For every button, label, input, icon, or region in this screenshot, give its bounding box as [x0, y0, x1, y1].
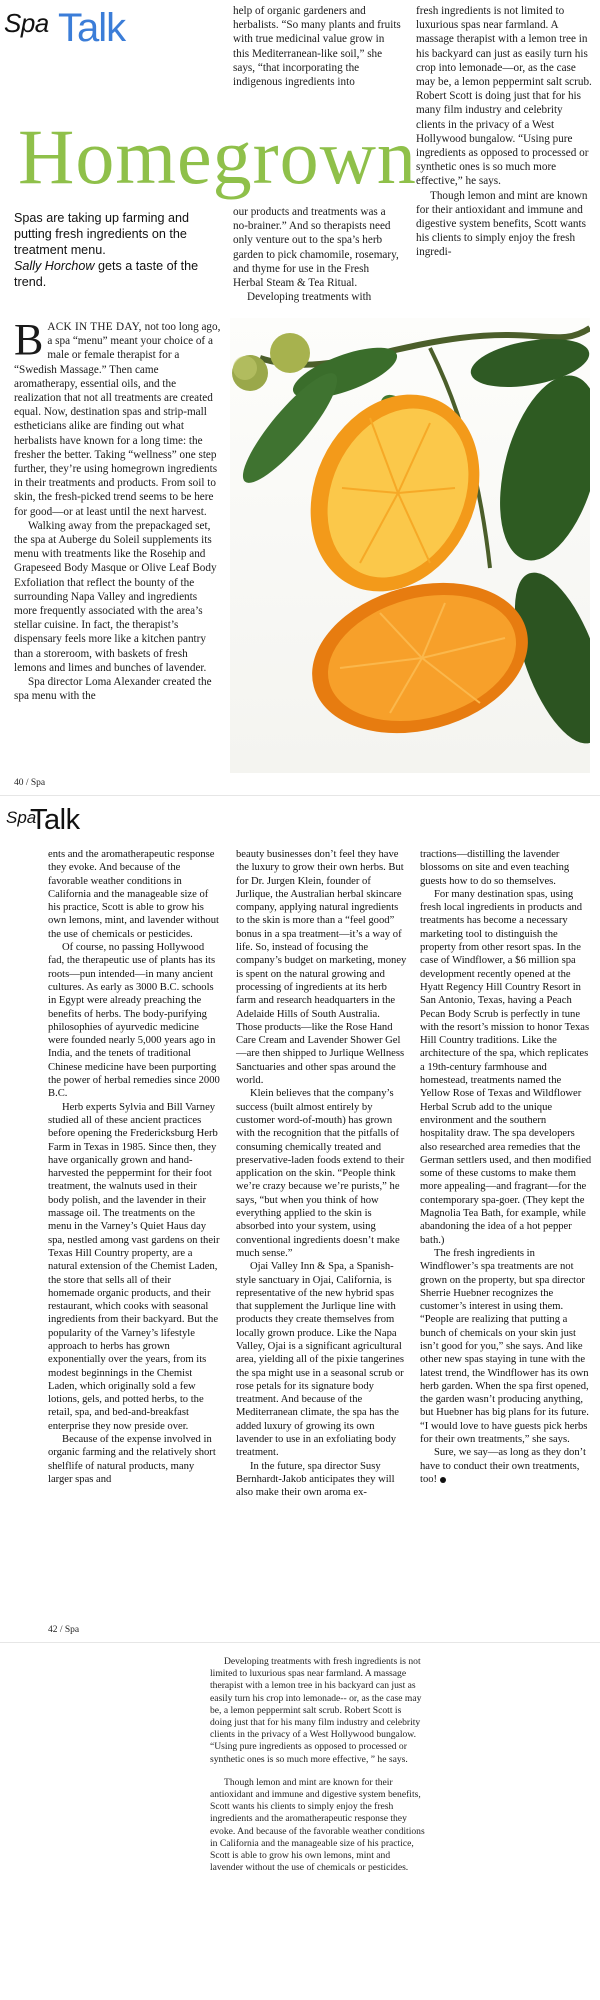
- dek-text: Spas are taking up farming and putting fresh ingredients on the treatment menu.: [14, 211, 190, 257]
- lemon-orange-photo: [230, 318, 590, 773]
- paragraph-text: not too long ago, a spa “menu” meant your choice of a male or female therapist for a “Swedish Massage.” Then came aromatherapy, essential oils, and the realization that not all treatments are created equal. Now, destination spas and strip-mall estheticians alike are finding out what herbalists have known for a long time: the fresher the better. Taking “wellness” one step further, they’re using homegrown ingredients in their treatments and products. From soil to skin, the fresh-picked trend seems to be here for good—or at least until the next harvest.: [14, 321, 221, 518]
- manuscript-text-block: [210, 1656, 425, 1874]
- paragraph-lead: [14, 315, 222, 519]
- drop-cap: B: [14, 315, 44, 364]
- column-top-right: [416, 4, 592, 260]
- page-folio: 42 / Spa: [48, 1625, 80, 1635]
- paragraph: Klein believes that the company’s success (built almost entirely by customer word-of-mouth) has grown with the recognition that the pitfalls of consuming chemically treated and preservative-laden foods extend to their application on the skin. “People think we’re crazy because we’re purists,” he says, “but when you think of how everything applied to the skin is absorbed into your system, using conventional ingredients doesn’t make much sense.”: [236, 1088, 405, 1259]
- paragraph: Though lemon and mint are known for their antioxidant and immune and digestive system benefits, Scott wants his clients to simply enjoy the fresh ingredients and the aromatherapeutic response they evoke. And because of the favorable weather conditions in California and the manageable size of his practice, Scott is able to grow his own lemons, mint and lavender without the use of chemicals or pesticides.: [210, 1776, 425, 1874]
- paragraph: Because of the expense involved in organic farming and the relatively short shelflife of natural products, many larger spas and: [48, 1434, 216, 1485]
- column-body-left: [14, 315, 222, 703]
- column-page2-left: [48, 848, 220, 1486]
- spa-talk-logo-spa: Spa: [4, 8, 49, 38]
- paragraph: Of course, no passing Hollywood fad, the therapeutic use of plants has its roots—pun intended—in many ancient cultures. As early as 3000 B.C. schools in Egypt were already preaching the benefits of herbs. The body-purifying philosophies of ayurvedic medicine were founded nearly 5,000 years ago in India, and the tenets of traditional Chinese medicine have been purporting the power of herbal remedies since 2000 B.C.: [48, 942, 220, 1100]
- column-page2-right: [420, 848, 592, 1486]
- paragraph-text: Sure, we say—as long as they don’t have to conduct their own treatments, too!: [420, 1447, 586, 1485]
- paragraph: In the future, spa director Susy Bernhardt-Jakob anticipates they will also make their own aroma ex-: [236, 1460, 395, 1499]
- paragraph: Spa director Loma Alexander created the spa menu with the: [14, 676, 212, 703]
- paragraph: help of organic gardeners and herbalists. “So many plants and fruits with true medicinal value grow in this Mediterranean-like soil,” she says, “that incorporating the indigenous ingredients into: [233, 5, 401, 89]
- paragraph: ents and the aromatherapeutic response they evoke. And because of the favorable weather conditions in California and the manageable size of his practice, Scott is able to grow his own lemons, mint, and lavender without the use of chemicals or pesticides.: [48, 849, 219, 940]
- spa-talk-logo-talk: Talk: [30, 804, 80, 836]
- paragraph: Though lemon and mint are known for their antioxidant and immune and digestive system benefits, Scott wants his clients to simply enjoy the fresh ingredi-: [416, 189, 588, 259]
- paragraph: The fresh ingredients in Windflower’s spa treatments are not grown on the property, but spa director Sherrie Huebner recognizes the customer’s interest in using them. “People are realizing that putting a bunch of chemicals on your skin just isn’t good for you,” she says. And like other new spas staying in tune with the latest trend, the Windflower has its own herb garden. When the spa first opened, the garden wasn’t producing anything, but Huebner has big plans for its future. “I would love to have guests pick herbs for their own treatments,” she says.: [420, 1247, 589, 1446]
- paragraph: fresh ingredients is not limited to luxurious spas near farmland. A massage therapist with a lemon tree in his backyard can just as easily turn his crop into lemonade—or, as the case may be, a lemon peppermint salt scrub. Robert Scott is doing just that for his many film industry and celebrity clients in the privacy of a West Hollywood bungalow. “Using pure ingredients as opposed to processed or synthetic ones is so much more effective,” he says.: [416, 5, 592, 188]
- paragraph: Herb experts Sylvia and Bill Varney studied all of these ancient practices before opening the Fredericksburg Herb Farm in Texas in 1985. Since then, they have organically grown and hand-harvested the peppermint for their foot treatment, the walnuts used in their body polish, and the lavender in their massage oil. The treatments on the menu in the Varney’s Quiet Haus day spa, nestled among vast gardens on their Texas Hill Country property, are a natural extension of the Chemist Laden, the store that sells all of their homemade organic products, and their restaurant, which cooks with seasonal ingredients from their backyard. But the popularity of the Varney’s lifestyle approach to herbs has grown exponentially over the years, from its modest beginnings in the Chemist Laden, which originally sold a few lotions, gels, and potted herbs, to the retail, spa, and bed-and-breakfast enterprise they now preside over.: [48, 1101, 220, 1432]
- dek-tail: gets a taste of the trend.: [14, 259, 199, 289]
- page-folio: 40 / Spa: [14, 778, 46, 788]
- paragraph: Developing treatments with: [247, 291, 372, 304]
- paragraph: tractions—distilling the lavender blossoms on site and even teaching guests how to do so themselves.: [420, 849, 570, 887]
- column-top-left: [233, 4, 401, 89]
- page-divider: [0, 1642, 600, 1643]
- article-headline: Homegrown: [18, 113, 417, 200]
- end-mark-icon: [440, 1477, 446, 1483]
- spa-talk-logo-talk: Talk: [58, 6, 126, 50]
- paragraph: Ojai Valley Inn & Spa, a Spanish-style sanctuary in Ojai, California, is representative of the new hybrid spas that supplement the Jurlique line with products they create themselves from locally grown produce. Like the Napa Valley, Ojai is a significant agricultural area, yielding all of the pixie tangerines the spa might use in a seasonal scrub or rose petals for its signature body treatment. And because of the Mediterranean climate, the spa has the added luxury of growing its own lavender to use in an exfoliating body treatment.: [236, 1261, 404, 1459]
- paragraph: Developing treatments with fresh ingredients is not limited to luxurious spas near farmland. A massage therapist with a lemon tree in his backyard can just as easily turn his crop into lemonade-- or, as the case may be, a lemon peppermint salt scrub. Robert Scott is doing just that for his many film industry and celebrity clients in the privacy of a West Hollywood bungalow. “Using pure ingredients as opposed to processed or synthetic ones is so much more effective, ” he says.: [210, 1656, 422, 1765]
- paragraph: beauty businesses don’t feel they have the luxury to grow their own herbs. But for Dr. Jurgen Klein, founder of Jurlique, the Australian herbal skincare company, applying natural ingredients to the skin is more than a “feel good” bonus in a spa treatment—it’s a way of life. So, instead of focusing the company’s budget on marketing, money is spent on the natural growing and processing of ingredients at its herb farm and research headquarters in the Adelaide Hills of South Australia. Those products—like the Rose Hand Care Cream and Lavender Shower Gel—are then shipped to Jurlique Wellness Sanctuaries and other spas around the world.: [236, 849, 407, 1087]
- column-page2-middle: [236, 848, 408, 1500]
- citrus-branch-illustration: [230, 318, 590, 773]
- paragraph-last: [420, 1446, 592, 1486]
- lead-small-caps: ACK IN THE DAY,: [47, 321, 142, 333]
- byline-author: Sally Horchow: [14, 259, 95, 273]
- article-dek: [14, 210, 214, 290]
- column-top-middle: [233, 205, 401, 304]
- paragraph: our products and treatments was a no-brainer.” And so therapists need only venture out to the spa’s herb garden to pick chamomile, rosemary, and thyme for use in the Fresh Herbal Steam & Tea Ritual.: [233, 206, 399, 290]
- paragraph: For many destination spas, using fresh local ingredients in products and treatments has become a necessary marketing tool to distinguish the property from other resort spas. In the case of Windflower, a $6 million spa development recently opened at the Hyatt Regency Hill Country Resort in San Antonio, Texas, having a Peach Pecan Body Scrub is perfectly in tune with the resort’s mission to honor Texas Hill Country traditions. Like the architecture of the spa, which replicates a 19th-century farmhouse and homestead, treatments named the Yellow Rose of Texas and Wildflower Herbal Scrub add to the unique environment and the southern hospitality draw. The spa developers also researched area remedies that the German settlers used, and then modified some of these customs to make them more appealing—and fragrant—for the contemporary spa-goer. (They kept the Magnolia Tea Bath, for example, while abandoning the idea of a hot pepper bath.): [420, 888, 592, 1246]
- spa-talk-logo-spa: Spa: [6, 808, 37, 827]
- paragraph: Walking away from the prepackaged set, the spa at Auberge du Soleil supplements its menu with treatments like the Rosehip and Grapeseed Body Masque or Olive Leaf Body Exfoliation that reflect the bounty of the surrounding Napa Valley and ingredients more frequently associated with the area’s stellar cuisine. In fact, the therapist’s dispensary feels more like a kitchen pantry than a storeroom, with baskets of fresh lemons and limes and bunches of lavender.: [14, 519, 217, 674]
- page-divider: [0, 795, 600, 796]
